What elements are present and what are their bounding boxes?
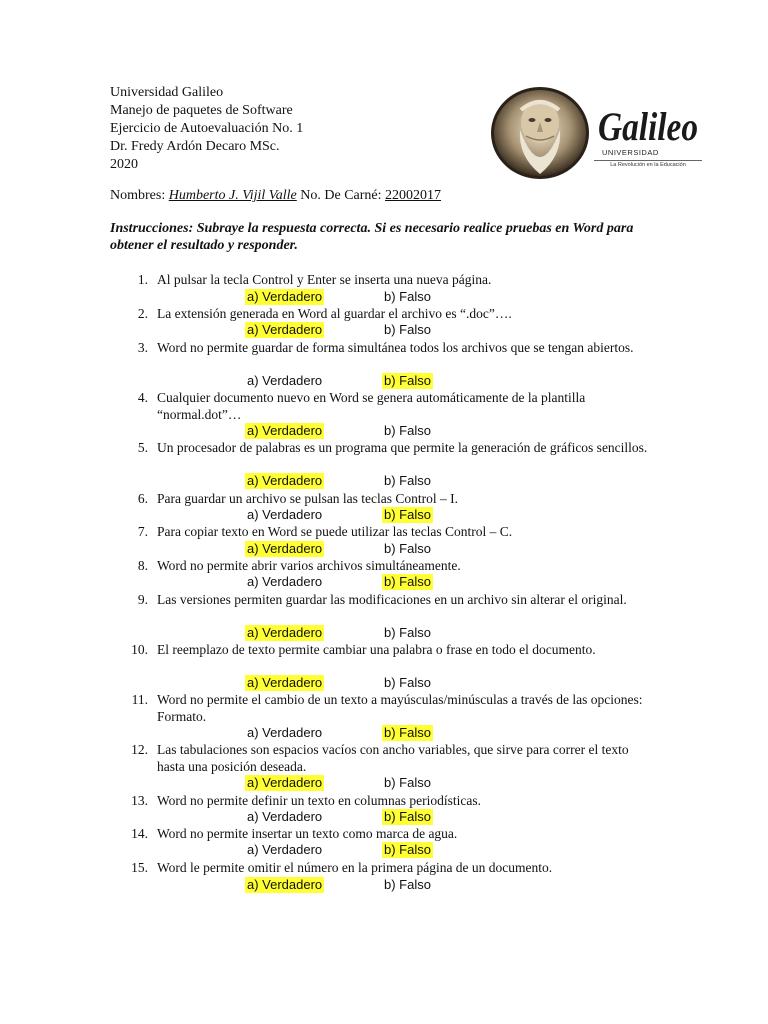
answer-options <box>0 675 768 691</box>
header-professor: Dr. Fredy Ardón Decaro MSc. <box>110 139 280 154</box>
option-falso[interactable]: b) Falso <box>384 373 431 388</box>
answer-options <box>0 775 768 791</box>
option-falso[interactable]: b) Falso <box>384 574 431 589</box>
option-falso[interactable]: b) Falso <box>384 541 431 556</box>
question-text: Las tabulaciones son espacios vacíos con ancho variables, que sirve para correr el texto hasta una posición deseada. <box>157 742 629 774</box>
option-falso[interactable]: b) Falso <box>384 473 431 488</box>
option-verdadero[interactable]: a) Verdadero <box>247 877 323 892</box>
question-text: Al pulsar la tecla Control y Enter se inserta una nueva página. <box>157 272 492 287</box>
option-falso[interactable]: b) Falso <box>384 675 431 690</box>
option-verdadero[interactable]: a) Verdadero <box>247 289 323 304</box>
option-verdadero[interactable]: a) Verdadero <box>247 322 323 337</box>
answer-options <box>0 842 768 858</box>
answer-options <box>0 322 768 338</box>
galileo-wordmark <box>596 100 700 150</box>
option-verdadero[interactable]: a) Verdadero <box>247 423 323 438</box>
option-verdadero[interactable]: a) Verdadero <box>247 675 323 690</box>
question-text: Word no permite definir un texto en columnas periodísticas. <box>157 793 481 808</box>
option-falso[interactable]: b) Falso <box>384 809 431 824</box>
instructions-text: Instrucciones: Subraye la respuesta correcta. Si es necesario realice pruebas en Word para obtener el resultado y responder. <box>110 221 634 253</box>
question-text: Cualquier documento nuevo en Word se genera automáticamente de la plantilla “normal.dot”… <box>157 390 586 422</box>
option-falso[interactable]: b) Falso <box>384 289 431 304</box>
question-number: 5. <box>137 440 148 455</box>
question-number: 12. <box>131 742 148 757</box>
option-falso[interactable]: b) Falso <box>384 625 431 640</box>
option-falso[interactable]: b) Falso <box>384 877 431 892</box>
option-verdadero[interactable]: a) Verdadero <box>247 809 323 824</box>
answer-options <box>0 809 768 825</box>
question-number: 3. <box>137 340 148 355</box>
answer-options <box>0 423 768 439</box>
answer-options <box>0 541 768 557</box>
header-university: Universidad Galileo <box>110 85 224 100</box>
logo-wordmark-text: Galileo <box>598 104 698 149</box>
header-course: Manejo de paquetes de Software <box>110 103 293 118</box>
question-text: Las versiones permiten guardar las modificaciones en un archivo sin alterar el original. <box>157 592 627 607</box>
question-text: Para copiar texto en Word se puede utilizar las teclas Control – C. <box>157 524 513 539</box>
answer-options <box>0 473 768 489</box>
option-verdadero[interactable]: a) Verdadero <box>247 725 323 740</box>
header-year: 2020 <box>110 157 138 172</box>
logo-tagline: La Revolución en la Educación <box>594 160 702 168</box>
question-text: Word le permite omitir el número en la primera página de un documento. <box>157 860 553 875</box>
university-logo <box>490 86 702 180</box>
question-number: 14. <box>131 826 148 841</box>
answer-options <box>0 574 768 590</box>
option-falso[interactable]: b) Falso <box>384 322 431 337</box>
galileo-portrait-icon <box>490 86 590 180</box>
option-verdadero[interactable]: a) Verdadero <box>247 373 323 388</box>
question-number: 15. <box>131 860 148 875</box>
option-falso[interactable]: b) Falso <box>384 507 431 522</box>
name-value: Humberto J. Vijil Valle <box>168 188 297 203</box>
option-falso[interactable]: b) Falso <box>384 725 431 740</box>
answer-options <box>0 877 768 893</box>
question-number: 11. <box>131 692 148 707</box>
option-verdadero[interactable]: a) Verdadero <box>247 473 323 488</box>
question-text: El reemplazo de texto permite cambiar una palabra o frase en todo el documento. <box>157 642 596 657</box>
question-text: Word no permite el cambio de un texto a mayúsculas/minúsculas a través de las opciones: Formato. <box>157 692 643 724</box>
answer-options <box>0 289 768 305</box>
question-text: Word no permite abrir varios archivos simultáneamente. <box>157 558 461 573</box>
answer-options <box>0 725 768 741</box>
question-number: 1. <box>137 272 148 287</box>
student-info <box>110 187 441 205</box>
question-text: La extensión generada en Word al guardar el archivo es “.doc”…. <box>157 306 512 321</box>
question-number: 9. <box>137 592 148 607</box>
question-number: 2. <box>137 306 148 321</box>
question-number: 6. <box>137 491 148 506</box>
question-number: 13. <box>131 793 148 808</box>
option-verdadero[interactable]: a) Verdadero <box>247 541 323 556</box>
question-text: Word no permite guardar de forma simultánea todos los archivos que se tengan abiertos. <box>157 340 634 355</box>
question-text: Para guardar un archivo se pulsan las teclas Control – I. <box>157 491 459 506</box>
option-verdadero[interactable]: a) Verdadero <box>247 775 323 790</box>
question-number: 8. <box>137 558 148 573</box>
name-label: Nombres: <box>110 188 166 203</box>
carne-label: No. De Carné: <box>300 188 382 203</box>
header-exercise: Ejercicio de Autoevaluación No. 1 <box>110 121 304 136</box>
option-falso[interactable]: b) Falso <box>384 842 431 857</box>
answer-options <box>0 625 768 641</box>
answer-options <box>0 507 768 523</box>
answer-options <box>0 373 768 389</box>
question-text: Un procesador de palabras es un programa que permite la generación de gráficos sencillos. <box>157 440 648 455</box>
option-verdadero[interactable]: a) Verdadero <box>247 842 323 857</box>
option-verdadero[interactable]: a) Verdadero <box>247 507 323 522</box>
option-falso[interactable]: b) Falso <box>384 423 431 438</box>
question-number: 4. <box>137 390 148 405</box>
option-falso[interactable]: b) Falso <box>384 775 431 790</box>
question-number: 10. <box>131 642 148 657</box>
logo-subtitle: UNIVERSIDAD <box>602 148 659 157</box>
question-number: 7. <box>137 524 148 539</box>
carne-value: 22002017 <box>385 188 442 203</box>
option-verdadero[interactable]: a) Verdadero <box>247 625 323 640</box>
option-verdadero[interactable]: a) Verdadero <box>247 574 323 589</box>
document-header <box>110 84 303 174</box>
question-text: Word no permite insertar un texto como marca de agua. <box>157 826 458 841</box>
